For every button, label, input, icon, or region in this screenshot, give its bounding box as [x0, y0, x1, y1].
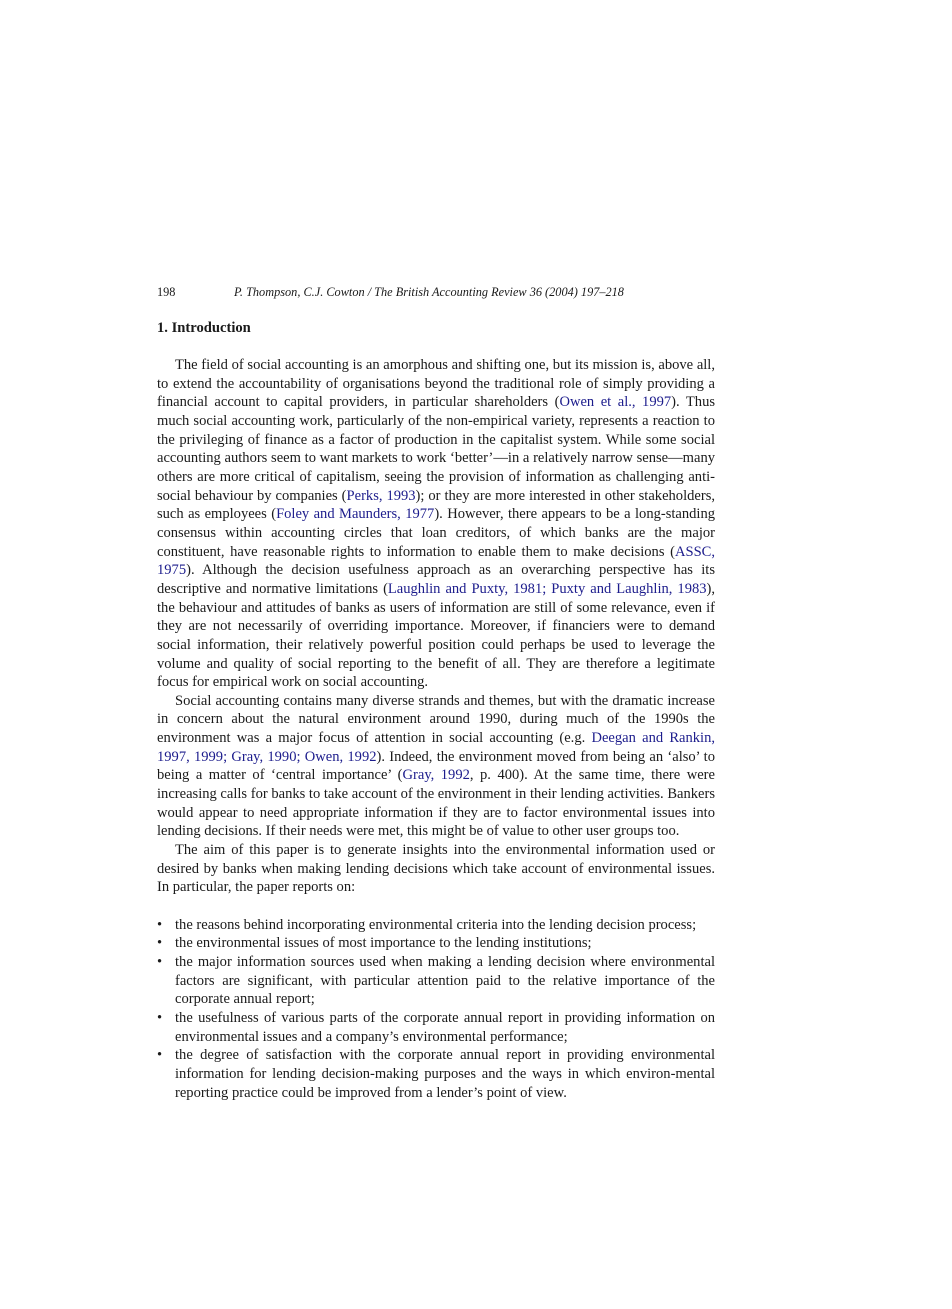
citation-link[interactable]: Owen et al., 1997 [559, 394, 672, 411]
text-run: ). Indeed, the environment moved from being an ‘also’ to being a matter of ‘central importance’ ( [157, 748, 715, 784]
page-number: 198 [157, 285, 176, 299]
text-run: Social accounting contains many diverse strands and themes, but with the dramatic increase in concern about the natural environment around 1990, during much of the 1990s the environment was a major focus of attention in social accounting (e.g. [157, 692, 715, 747]
citation-link[interactable]: ASSC, 1975 [157, 543, 715, 579]
list-item-text: the reasons behind incorporating environmental criteria into the lending decision process; [175, 916, 697, 933]
paragraph-3 [157, 841, 715, 897]
text-run: ), the behaviour and attitudes of banks as users of information are still of some relevance, even if they are not necessarily of overriding importance. Moreover, if financiers were to demand social information, their relatively powerful position could perhaps be used to leverage the volume and quality of social reporting to the benefit of all. They are therefore a legitimate focus for empirical work on social accounting. [157, 580, 715, 691]
text-run: The aim of this paper is to generate insights into the environmental information used or desired by banks when making lending decisions which take account of environmental issues. In particular, the paper reports on: [157, 842, 715, 896]
text-run: ). However, there appears to be a long-standing consensus within accounting circles that loan creditors, of which banks are the major constituent, have reasonable rights to information to enable them to make decisions ( [157, 506, 716, 560]
aims-list [157, 916, 715, 1103]
bullet-icon: • [157, 1009, 163, 1026]
paragraph-1 [157, 356, 715, 692]
citation-link[interactable]: Foley and Maunders, 1977 [276, 506, 435, 523]
paragraph-2 [157, 692, 715, 841]
list-item-text: the usefulness of various parts of the corporate annual report in providing information on environmental issues and a company’s environmental performance; [175, 1009, 715, 1045]
text-run: , p. 400). At the same time, there were increasing calls for banks to take account of the environment in their lending activities. Bankers would appear to need appropriate information if they are to factor environmental issues into lending decisions. If their needs were met, this might be of value to other user groups too. [157, 767, 715, 840]
list-item-text: the major information sources used when making a lending decision where environmental factors are significant, with particular attention paid to the relative importance of the corporate annual report; [175, 953, 715, 1008]
list-item [157, 1046, 715, 1102]
bullet-icon: • [157, 916, 163, 933]
list-item-text: the environmental issues of most importance to the lending institutions; [175, 935, 592, 952]
journal-page [157, 283, 716, 1101]
bullet-icon: • [157, 953, 163, 970]
section-heading: 1. Introduction [157, 320, 251, 336]
text-run: ). Thus much social accounting work, particularly of the non-empirical variety, represents a reaction to the privileging of finance as a factor of production in the capitalist system. While some social accounting authors seem to want markets to work ‘better’—in a relatively narrow sense—many others are more critical of capitalism, seeing the provision of information as challenging anti-social behaviour by companies ( [157, 394, 716, 504]
citation-link[interactable]: Perks, 1993 [346, 487, 416, 504]
text-run: ). Although the decision usefulness approach as an overarching perspective has its descriptive and normative limitations ( [157, 562, 715, 597]
citation-link[interactable]: Gray, 1992 [402, 767, 470, 784]
journal-reference: P. Thompson, C.J. Cowton / The British Accounting Review 36 (2004) 197–218 [234, 285, 624, 299]
list-item [157, 953, 715, 1009]
text-run: ); or they are more interested in other stakeholders, such as employees ( [157, 487, 715, 523]
bullet-icon: • [157, 1047, 163, 1064]
list-item-text: the degree of satisfaction with the corporate annual report in providing environmental information for lending decision-making purposes and the ways in which environ-mental reporting practice could be improved from a lender’s point of view. [175, 1047, 715, 1101]
citation-link[interactable]: Laughlin and Puxty, 1981; Puxty and Laughlin, 1983 [387, 580, 707, 597]
running-header [157, 283, 715, 301]
citation-link[interactable]: Deegan and Rankin, 1997, 1999; Gray, 1990; Owen, 1992 [157, 730, 716, 765]
text-run: The field of social accounting is an amorphous and shifting one, but its mission is, above all, to extend the accountability of organisations beyond the traditional role of simply providing a financial account to capital providers, in particular shareholders ( [157, 357, 715, 411]
article-body [157, 356, 715, 1102]
list-item [157, 1009, 715, 1046]
list-item [157, 934, 715, 953]
list-item [157, 916, 715, 935]
bullet-icon: • [157, 935, 163, 952]
